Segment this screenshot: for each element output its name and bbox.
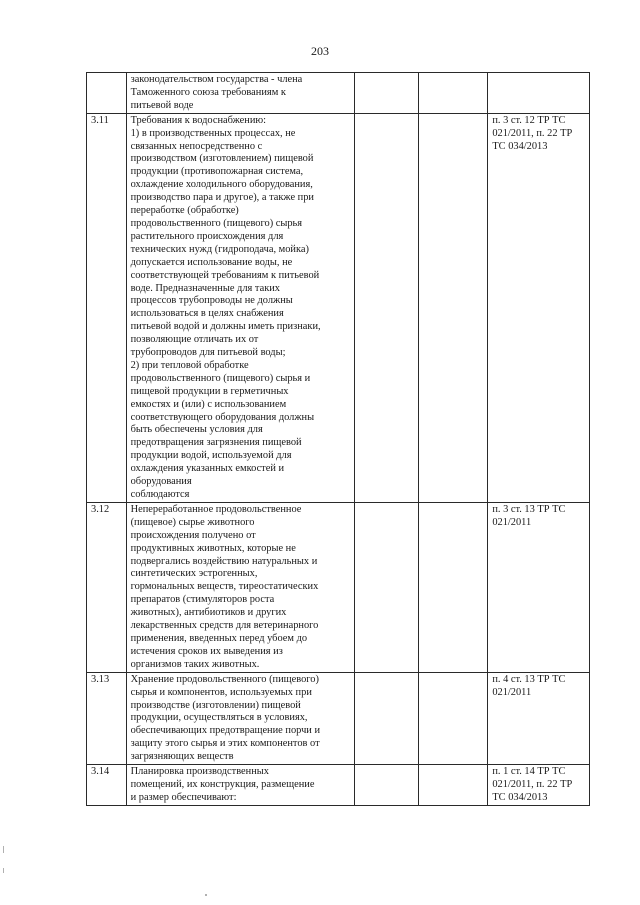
- reference-line: 021/2011, п. 22 ТР: [492, 778, 573, 790]
- requirement-text-line: 1) в производственных процессах, не: [130, 127, 296, 139]
- table-body: [87, 73, 590, 806]
- requirement-text-line: продукции водой, используемой для: [130, 450, 292, 462]
- requirement-text-line: Непереработанное продовольственное: [130, 503, 302, 515]
- page-number: 203: [311, 44, 329, 58]
- requirement-text-line: соответствующей требованиям к питьевой: [130, 269, 320, 281]
- reference-cell: [488, 73, 590, 114]
- reference-line: п. 3 ст. 12 ТР ТС: [492, 114, 566, 126]
- requirement-text-line: животных), антибиотиков и других: [130, 607, 287, 619]
- requirement-text-line: технических нужд (гидроподача, мойка): [130, 243, 309, 255]
- empty-cell: [354, 765, 418, 806]
- requirement-text-line: Хранение продовольственного (пищевого): [130, 673, 319, 685]
- requirement-text-line: растительного происхождения для: [130, 230, 284, 242]
- requirement-text-line: связанных непосредственно с: [130, 140, 263, 152]
- requirement-text-line: защиту этого сырья и этих компонентов от: [130, 738, 320, 750]
- requirement-text-line: подвергались воздействию натуральных и: [130, 555, 318, 567]
- requirement-text-line: предотвращения загрязнения пищевой: [130, 437, 302, 449]
- table-row: [87, 113, 590, 502]
- requirement-text-line: производство пара и другое), а также при: [130, 192, 314, 204]
- requirement-text-line: охлаждения указанных емкостей и: [130, 463, 285, 475]
- table-row: [87, 73, 590, 114]
- requirement-text-cell: [126, 765, 354, 806]
- requirement-text-line: быть обеспечены условия для: [130, 424, 263, 436]
- requirement-text-line: помещений, их конструкция, размещение: [130, 778, 315, 790]
- requirement-text-line: (пищевое) сырье животного: [130, 516, 255, 528]
- reference-line: ТС 034/2013: [492, 791, 548, 803]
- requirement-text-line: происхождения получено от: [130, 529, 256, 541]
- scan-mark: [3, 868, 4, 873]
- requirement-text-line: охлаждение холодильного оборудования,: [130, 179, 313, 191]
- requirement-text-cell: [126, 73, 354, 114]
- table-row: [87, 765, 590, 806]
- empty-cell: [418, 73, 488, 114]
- requirement-text-line: питьевой воде: [130, 99, 194, 111]
- empty-cell: [418, 113, 488, 502]
- requirement-text-line: продовольственного (пищевого) сырья: [130, 217, 303, 229]
- requirement-text-line: обеспечивающих предотвращение порчи и: [130, 725, 321, 737]
- empty-cell: [354, 672, 418, 764]
- requirement-text-line: загрязняющих веществ: [130, 751, 234, 763]
- requirement-text-line: и размер обеспечивают:: [130, 791, 237, 803]
- requirement-text-line: продуктивных животных, которые не: [130, 542, 296, 554]
- requirement-text-line: позволяющие отличать их от: [130, 334, 259, 346]
- table-row: [87, 672, 590, 764]
- requirement-text-line: лекарственных средств для ветеринарного: [130, 620, 319, 632]
- requirement-text-line: сырья и компонентов, используемых при: [130, 686, 312, 698]
- requirement-text-line: организмов таких животных.: [130, 658, 260, 670]
- requirement-text-line: соответствующего оборудования должны: [130, 411, 315, 423]
- requirement-text-cell: [126, 113, 354, 502]
- requirements-table: [86, 72, 590, 806]
- reference-line: п. 3 ст. 13 ТР ТС: [492, 503, 566, 515]
- reference-line: п. 1 ст. 14 ТР ТС: [492, 766, 566, 778]
- reference-cell: [488, 113, 590, 502]
- requirement-text-line: соблюдаются: [130, 489, 190, 500]
- requirement-text-cell: [126, 672, 354, 764]
- scan-mark: [3, 846, 4, 853]
- requirement-text-cell: [126, 502, 354, 672]
- requirement-text-line: продовольственного (пищевого) сырья и: [130, 372, 311, 384]
- item-number-cell: 3.14: [87, 765, 127, 806]
- item-number-cell: 3.11: [87, 113, 127, 502]
- empty-cell: [418, 765, 488, 806]
- requirement-text-line: продукции (противопожарная система,: [130, 166, 304, 178]
- requirement-text-line: Таможенного союза требованиям к: [130, 86, 286, 98]
- requirement-text-line: препаратов (стимуляторов роста: [130, 594, 275, 606]
- item-number-cell: 3.12: [87, 502, 127, 672]
- reference-cell: [488, 765, 590, 806]
- requirement-text-line: использоваться в целях снабжения: [130, 308, 284, 320]
- empty-cell: [354, 502, 418, 672]
- requirement-text-line: синтетических эстрогенных,: [130, 568, 258, 580]
- requirement-text-line: истечения сроков их выведения из: [130, 645, 283, 657]
- requirement-text-line: производстве (изготовлении) пищевой: [130, 699, 301, 711]
- requirement-text-line: продукции, осуществляться в условиях,: [130, 712, 308, 724]
- item-number-cell: 3.13: [87, 672, 127, 764]
- item-number-cell: [87, 73, 127, 114]
- empty-cell: [418, 502, 488, 672]
- requirement-text-line: емкостях и (или) с использованием: [130, 398, 287, 410]
- empty-cell: [354, 73, 418, 114]
- empty-cell: [354, 113, 418, 502]
- reference-cell: [488, 672, 590, 764]
- requirement-text-line: производством (изготовлением) пищевой: [130, 153, 314, 165]
- requirement-text-line: переработке (обработке): [130, 205, 239, 217]
- reference-line: 021/2011: [492, 516, 532, 528]
- table-row: [87, 502, 590, 672]
- reference-cell: [488, 502, 590, 672]
- reference-line: п. 4 ст. 13 ТР ТС: [492, 673, 566, 685]
- requirement-text-line: 2) при тепловой обработке: [130, 359, 249, 371]
- requirement-text-line: трубопроводов для питьевой воды;: [130, 347, 286, 359]
- reference-line: ТС 034/2013: [492, 140, 548, 152]
- requirement-text-line: законодательством государства - члена: [130, 74, 303, 85]
- requirement-text-line: пищевой продукции в герметичных: [130, 385, 289, 397]
- requirement-text-line: гормональных веществ, тиреостатических: [130, 581, 319, 593]
- scan-mark: [205, 894, 207, 896]
- empty-cell: [418, 672, 488, 764]
- reference-line: 021/2011, п. 22 ТР: [492, 127, 573, 139]
- requirement-text-line: Планировка производственных: [130, 766, 269, 778]
- requirement-text-line: воде. Предназначенные для таких: [130, 282, 280, 294]
- reference-line: 021/2011: [492, 686, 532, 698]
- requirement-text-line: питьевой водой и должны иметь признаки,: [130, 321, 321, 333]
- requirement-text-line: оборудования: [130, 476, 192, 488]
- requirement-text-line: допускается использование воды, не: [130, 256, 293, 268]
- requirement-text-line: Требования к водоснабжению:: [130, 114, 267, 126]
- requirement-text-line: процессов трубопроводы не должны: [130, 295, 293, 307]
- requirement-text-line: применения, введенных перед убоем до: [130, 632, 308, 644]
